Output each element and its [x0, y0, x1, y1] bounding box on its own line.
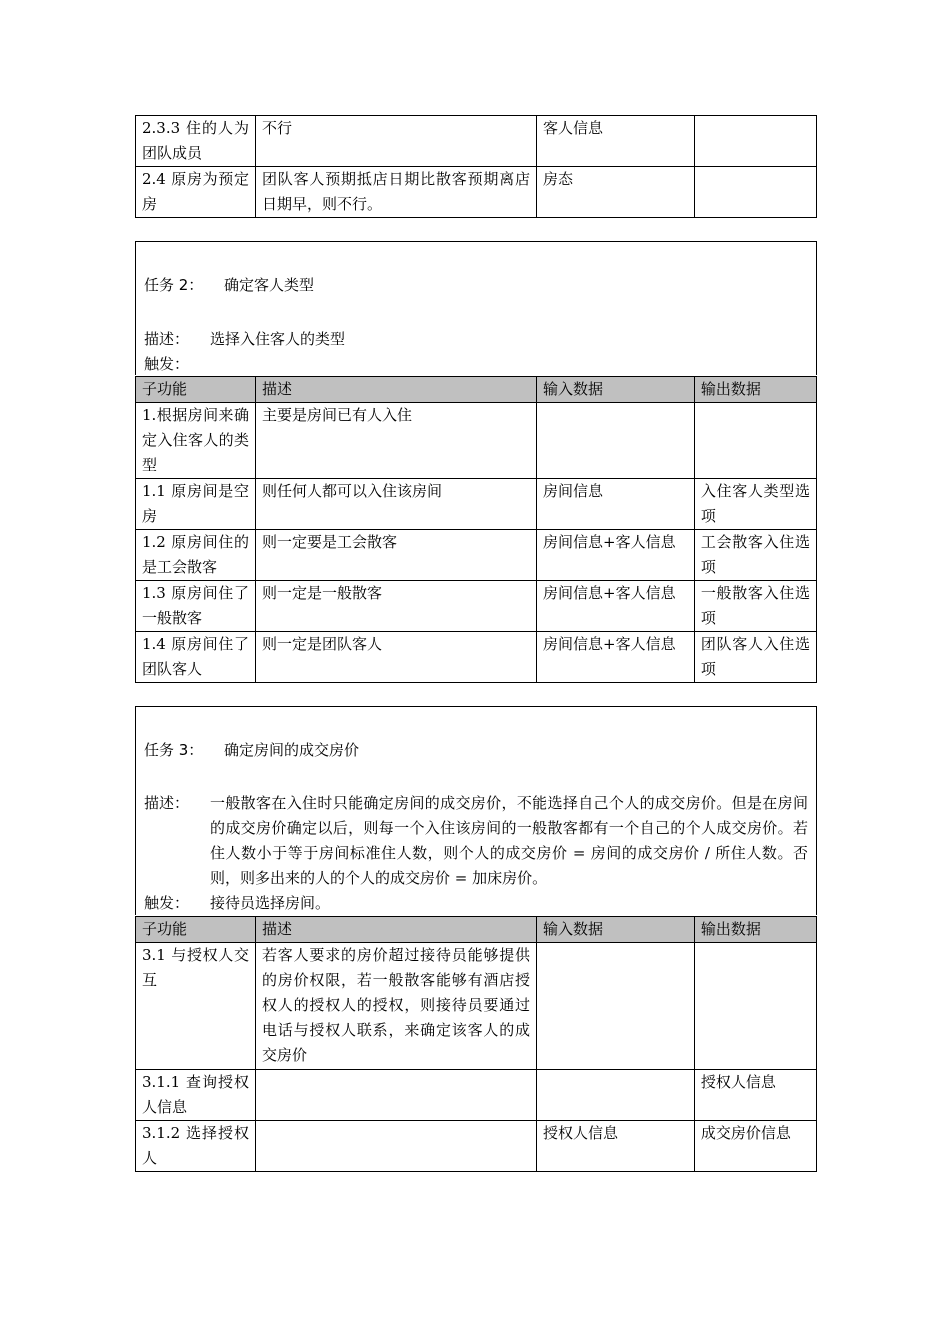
table-row	[136, 581, 817, 632]
subfunction-cell: 1.根据房间来确定入住客人的类型	[136, 403, 256, 479]
output-cell: 一般散客入住选项	[694, 581, 816, 632]
task3-table	[135, 916, 817, 1172]
task3-number: 任务 3：	[144, 741, 204, 759]
task2-trigger	[144, 352, 808, 377]
input-cell: 房间信息+客人信息	[537, 581, 695, 632]
table-row	[136, 167, 817, 218]
task2-number: 任务 2：	[144, 276, 204, 294]
subfunction-cell: 2.4 原房为预定房	[136, 167, 256, 218]
table-row	[136, 403, 817, 479]
description-cell	[255, 1121, 536, 1172]
task3-title	[144, 738, 808, 763]
input-cell: 客人信息	[537, 116, 695, 167]
description-text: 选择入住客人的类型	[210, 330, 346, 348]
description-cell: 则一定要是工会散客	[255, 530, 536, 581]
continued-table	[135, 115, 817, 218]
task2-info-box	[135, 241, 817, 375]
description-cell: 则一定是团队客人	[255, 632, 536, 683]
description-cell: 则一定是一般散客	[255, 581, 536, 632]
trigger-text	[210, 352, 808, 377]
input-cell: 房间信息+客人信息	[537, 530, 695, 581]
subfunction-cell: 1.2 原房间住的是工会散客	[136, 530, 256, 581]
header-cell: 输入数据	[537, 917, 695, 943]
input-cell	[537, 403, 695, 479]
output-cell: 团队客人入住选项	[694, 632, 816, 683]
task2-name: 确定客人类型	[224, 276, 315, 294]
table-header	[136, 917, 817, 943]
trigger-label: 触发：	[144, 355, 190, 373]
output-cell	[694, 403, 816, 479]
trigger-text: 接待员选择房间。	[210, 894, 331, 912]
subfunction-cell: 2.3.3 住的人为团队成员	[136, 116, 256, 167]
table-row	[136, 632, 817, 683]
output-cell	[694, 943, 816, 1070]
table-row	[136, 1121, 817, 1172]
description-cell: 不行	[255, 116, 536, 167]
task3-info-box	[135, 706, 817, 915]
output-cell: 工会散客入住选项	[694, 530, 816, 581]
table-row	[136, 1070, 817, 1121]
task2-title	[144, 273, 808, 298]
table-row	[136, 530, 817, 581]
subfunction-cell: 1.1 原房间是空房	[136, 479, 256, 530]
header-cell: 描述	[255, 377, 536, 403]
header-cell: 输出数据	[694, 377, 816, 403]
output-cell: 授权人信息	[694, 1070, 816, 1121]
output-cell	[694, 167, 816, 218]
task2-description	[144, 327, 808, 352]
header-cell: 输入数据	[537, 377, 695, 403]
input-cell: 授权人信息	[537, 1121, 695, 1172]
table-row	[136, 116, 817, 167]
task3-trigger	[144, 891, 808, 916]
header-cell: 描述	[255, 917, 536, 943]
subfunction-cell: 3.1 与授权人交互	[136, 943, 256, 1070]
subfunction-cell: 3.1.1 查询授权人信息	[136, 1070, 256, 1121]
description-cell: 若客人要求的房价超过接待员能够提供的房价权限，若一般散客能够有酒店授权人的授权人的授权，则接待员要通过电话与授权人联系，来确定该客人的成交房价	[255, 943, 536, 1070]
input-cell: 房态	[537, 167, 695, 218]
description-cell: 则任何人都可以入住该房间	[255, 479, 536, 530]
input-cell	[537, 943, 695, 1070]
task2-table	[135, 376, 817, 683]
task3-description	[144, 791, 808, 891]
output-cell: 入住客人类型选项	[694, 479, 816, 530]
subfunction-cell: 1.3 原房间住了一般散客	[136, 581, 256, 632]
output-cell: 成交房价信息	[694, 1121, 816, 1172]
table-row	[136, 479, 817, 530]
subfunction-cell: 1.4 原房间住了团队客人	[136, 632, 256, 683]
description-cell	[255, 1070, 536, 1121]
task3-name: 确定房间的成交房价	[224, 741, 360, 759]
description-label: 描述：	[144, 330, 190, 348]
table-row	[136, 943, 817, 1070]
trigger-label: 触发：	[144, 894, 190, 912]
description-text: 一般散客在入住时只能确定房间的成交房价，不能选择自己个人的成交房价。但是在房间的成交房价确定以后，则每一个入住该房间的一般散客都有一个自己的个人成交房价。若住人数小于等于房间标准住人数，则个人的成交房价 = 房间的成交房价 / 所住人数。否则，则多出来的人的个人的成交房价 = 加床房价。	[210, 794, 808, 887]
description-cell: 团队客人预期抵店日期比散客预期离店日期早，则不行。	[255, 167, 536, 218]
subfunction-cell: 3.1.2 选择授权人	[136, 1121, 256, 1172]
input-cell	[537, 1070, 695, 1121]
input-cell: 房间信息+客人信息	[537, 632, 695, 683]
header-cell: 输出数据	[694, 917, 816, 943]
description-label: 描述：	[144, 794, 190, 812]
description-cell: 主要是房间已有人入住	[255, 403, 536, 479]
header-cell: 子功能	[136, 917, 256, 943]
input-cell: 房间信息	[537, 479, 695, 530]
output-cell	[694, 116, 816, 167]
table-header	[136, 377, 817, 403]
header-cell: 子功能	[136, 377, 256, 403]
